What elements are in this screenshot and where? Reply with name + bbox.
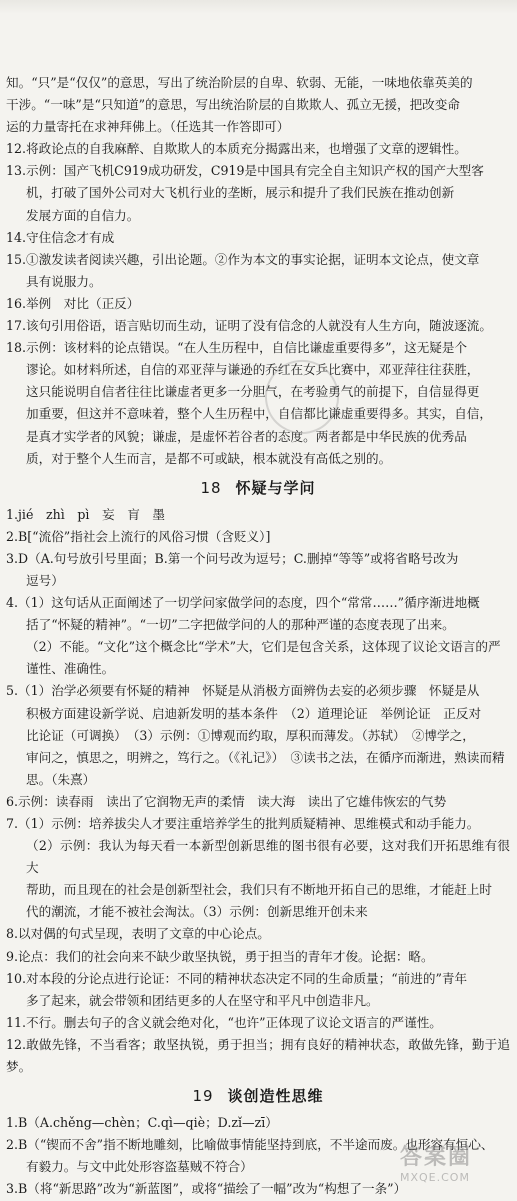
answer-line: 11.不行。删去句子的含义就会绝对化，“也许”正体现了议论文语言的严谨性。: [6, 1014, 442, 1030]
answer-line-continued: （2）不能。“文化”这个概念比“学术”大，它们是包含关系，这体现了议论文语言的严: [26, 639, 501, 655]
section-number: 19: [192, 1087, 214, 1106]
answer-item: [6, 1034, 510, 1078]
section-heading-18: [6, 476, 510, 500]
answer-line-continued: 具有说服力。: [26, 273, 102, 289]
answer-line: 5.（1）治学必须要有怀疑的精神 怀疑是从消极方面辨伪去妄的必须步骤 怀疑是从: [6, 683, 480, 699]
answer-line: 1.jié zhì pì 妄 肓 墨: [6, 506, 166, 522]
section-title: 怀疑与学问: [235, 478, 316, 497]
answer-line: 12.将政论点的自我麻醉、自欺欺人的本质充分揭露出来，也增强了文章的逻辑性。: [6, 141, 467, 157]
answer-line-continued: 逗号）: [26, 572, 64, 588]
answer-item: [6, 138, 510, 160]
answer-line-continued: 审问之，慎思之，明辨之，笃行之。（《礼记》） ③读书之法，在循序而渐进，熟读而精: [26, 749, 505, 765]
answer-line: 14.守住信念才有成: [6, 229, 115, 245]
logo-text: 答案圈: [400, 1145, 473, 1170]
answer-line-continued: 谨性、准确性。: [26, 661, 115, 677]
answer-line: 13.示例：国产飞机C919成功研发，C919是中国具有完全自主知识产权的国产大型客: [6, 163, 484, 179]
answer-item: [6, 592, 510, 680]
answer-item: [6, 227, 510, 249]
answer-item: [6, 526, 510, 548]
answer-line-continued: 有毅力。与文中此处形容盗墓贼不符合）: [26, 1159, 253, 1175]
answer-line: 17.该句引用俗语，语言贴切而生动，证明了没有信念的人就没有人生方向，随波逐流。: [6, 318, 492, 334]
answer-line-continued: 加重要，但这并不意味着，整个人生历程中，自信都比谦虚重要得多。其实，自信，: [26, 406, 492, 422]
answer-item: [6, 1012, 510, 1034]
answers-section-17: [6, 72, 510, 470]
answer-line-continued: 括了“怀疑的精神”。“一切”二字把做学问的人的那种严谨的态度表现了出来。: [26, 617, 455, 633]
answer-item: [6, 315, 510, 337]
answer-item: [6, 249, 510, 293]
answer-item: [6, 813, 510, 923]
answer-line: 8.以对偶的句式呈现，表明了文章的中心论点。: [6, 926, 270, 942]
answer-line: 4.（1）这句话从正面阐述了一切学问家做学问的态度，四个“常常……”循序渐进地概: [6, 595, 480, 611]
answer-line-continued: 是真才实学者的风貌；谦虚，是虚怀若谷者的态度。两者都是中华民族的优秀品: [26, 428, 467, 444]
answer-line-continued: 干涉。“一味”是“只知道”的意思，写出统治阶层的自欺欺人、孤立无援，把改变命: [6, 97, 460, 113]
answer-line-continued: 比论证（可调换） （3）示例：①博观而约取，厚积而薄发。（苏轼） ②博学之，: [26, 727, 475, 743]
answer-line: 2.B[“流俗”指社会上流行的风俗习惯（含贬义）]: [6, 528, 271, 544]
answer-line-continued: 多了起来，就会带领和团结更多的人在坚守和平凡中创造非凡。: [26, 992, 379, 1008]
answer-item: [6, 791, 510, 813]
section-heading-19: [6, 1084, 510, 1108]
answer-item: [6, 946, 510, 968]
answer-line-continued: （2）示例：我认为每天看一本新型创新思维的图书很有必要，这对我们开拓思维有很大: [26, 838, 510, 876]
answer-item: [6, 968, 510, 1012]
answer-item: [6, 160, 510, 226]
answer-content: [6, 72, 510, 1201]
answer-line-continued: 积极方面建设新学说、启迪新发明的基本条件 （2）道理论证 举例论证 正反对: [26, 705, 482, 721]
answer-line-continued: 机，打破了国外公司对大飞机行业的垄断，展示和提升了我们民族在推动创新: [26, 185, 455, 201]
top-edge: [0, 0, 517, 14]
answer-item: [6, 72, 510, 138]
answer-line-continued: 思。（朱熹）: [26, 771, 96, 787]
answer-line: 15.①激发读者阅读兴趣，引出论题。②作为本文的事实论据，证明本文论点，使文章: [6, 251, 480, 267]
answer-line: 7.（1）示例：培养拔尖人才要注重培养学生的批判质疑精神、思维模式和动手能力。: [6, 816, 480, 831]
answer-line-continued: 运的力量寄托在求神拜佛上。（任选其一作答即可）: [6, 119, 290, 135]
answer-line: 18.示例：该材料的论点错误。“在人生历程中，自信比谦虚重要得多”，这无疑是个: [6, 340, 468, 356]
site-logo: [400, 1140, 510, 1194]
section-number: 18: [200, 478, 222, 497]
answer-item: [6, 923, 510, 945]
answer-line: 9.论点：我们的社会向来不缺少敢坚执锐，勇于担当的青年才俊。论据：略。: [6, 948, 434, 964]
section-title: 谈创造性思维: [227, 1087, 324, 1106]
answer-line: 16.举例 对比（正反）: [6, 295, 140, 311]
logo-url: MXQE.COM: [400, 1171, 470, 1184]
answer-line: 3.B（将“新思路”改为“新蓝图”，或将“描绘了一幅”改为“构想了一条”）: [6, 1181, 407, 1197]
answer-line-continued: 发展方面的自信力。: [26, 207, 140, 223]
answer-line: 12.敢做先锋，不当看客；敢坚执锐，勇于担当；拥有良好的精神状态，敢做先锋，勤于追梦。: [6, 1036, 510, 1075]
answer-line: 1.B（A.chěng—chèn；C.qì—qiè；D.zǐ—zī）: [6, 1115, 278, 1131]
answer-line: 10.对本段的分论点进行论证：不同的精神状态决定不同的生命质量；“前进的”青年: [6, 970, 468, 986]
answer-item: [6, 293, 510, 315]
answer-item: [6, 680, 510, 790]
answer-line-continued: 帮助，而且现在的社会是创新型社会，我们只有不断地开拓自己的思维，才能赶上时: [26, 882, 492, 898]
answer-line: 6.示例：读春雨 读出了它润物无声的柔情 读大海 读出了它雄伟恢宏的气势: [6, 793, 447, 809]
answer-line-continued: 质，对于整个人生而言，是都不可或缺，根本就没有高低之别的。: [26, 450, 392, 466]
answer-line-continued: 代的潮流，才能不被社会淘汰。（3）示例：创新思维开创未来: [26, 904, 368, 920]
answer-line-continued: 这只能说明自信者往往比谦虚者更多一分胆气，在考验勇气的前提下，自信显得更: [26, 384, 480, 400]
answer-line: 3.D（A.句号放引号里面；B.第一个问号改为逗号；C.删掉“等等”或将省略号改为: [6, 550, 459, 566]
answer-item: [6, 337, 510, 470]
answer-item: [6, 1112, 510, 1134]
answer-item: [6, 548, 510, 592]
answer-line: 知。“只”是“仅仅”的意思，写出了统治阶层的自卑、软弱、无能，一味地依靠英美的: [6, 75, 473, 90]
answer-line: 2.B（“锲而不舍”指不断地雕刻，比喻做事情能坚持到底，不半途而废。也形容有恒心、: [6, 1137, 494, 1153]
answers-section-18: [6, 504, 510, 1078]
answer-line-continued: 谬论。如材料所述，自信的邓亚萍与谦逊的乔红在女乒比赛中，邓亚萍往往获胜，: [26, 362, 480, 378]
answer-item: [6, 504, 510, 526]
